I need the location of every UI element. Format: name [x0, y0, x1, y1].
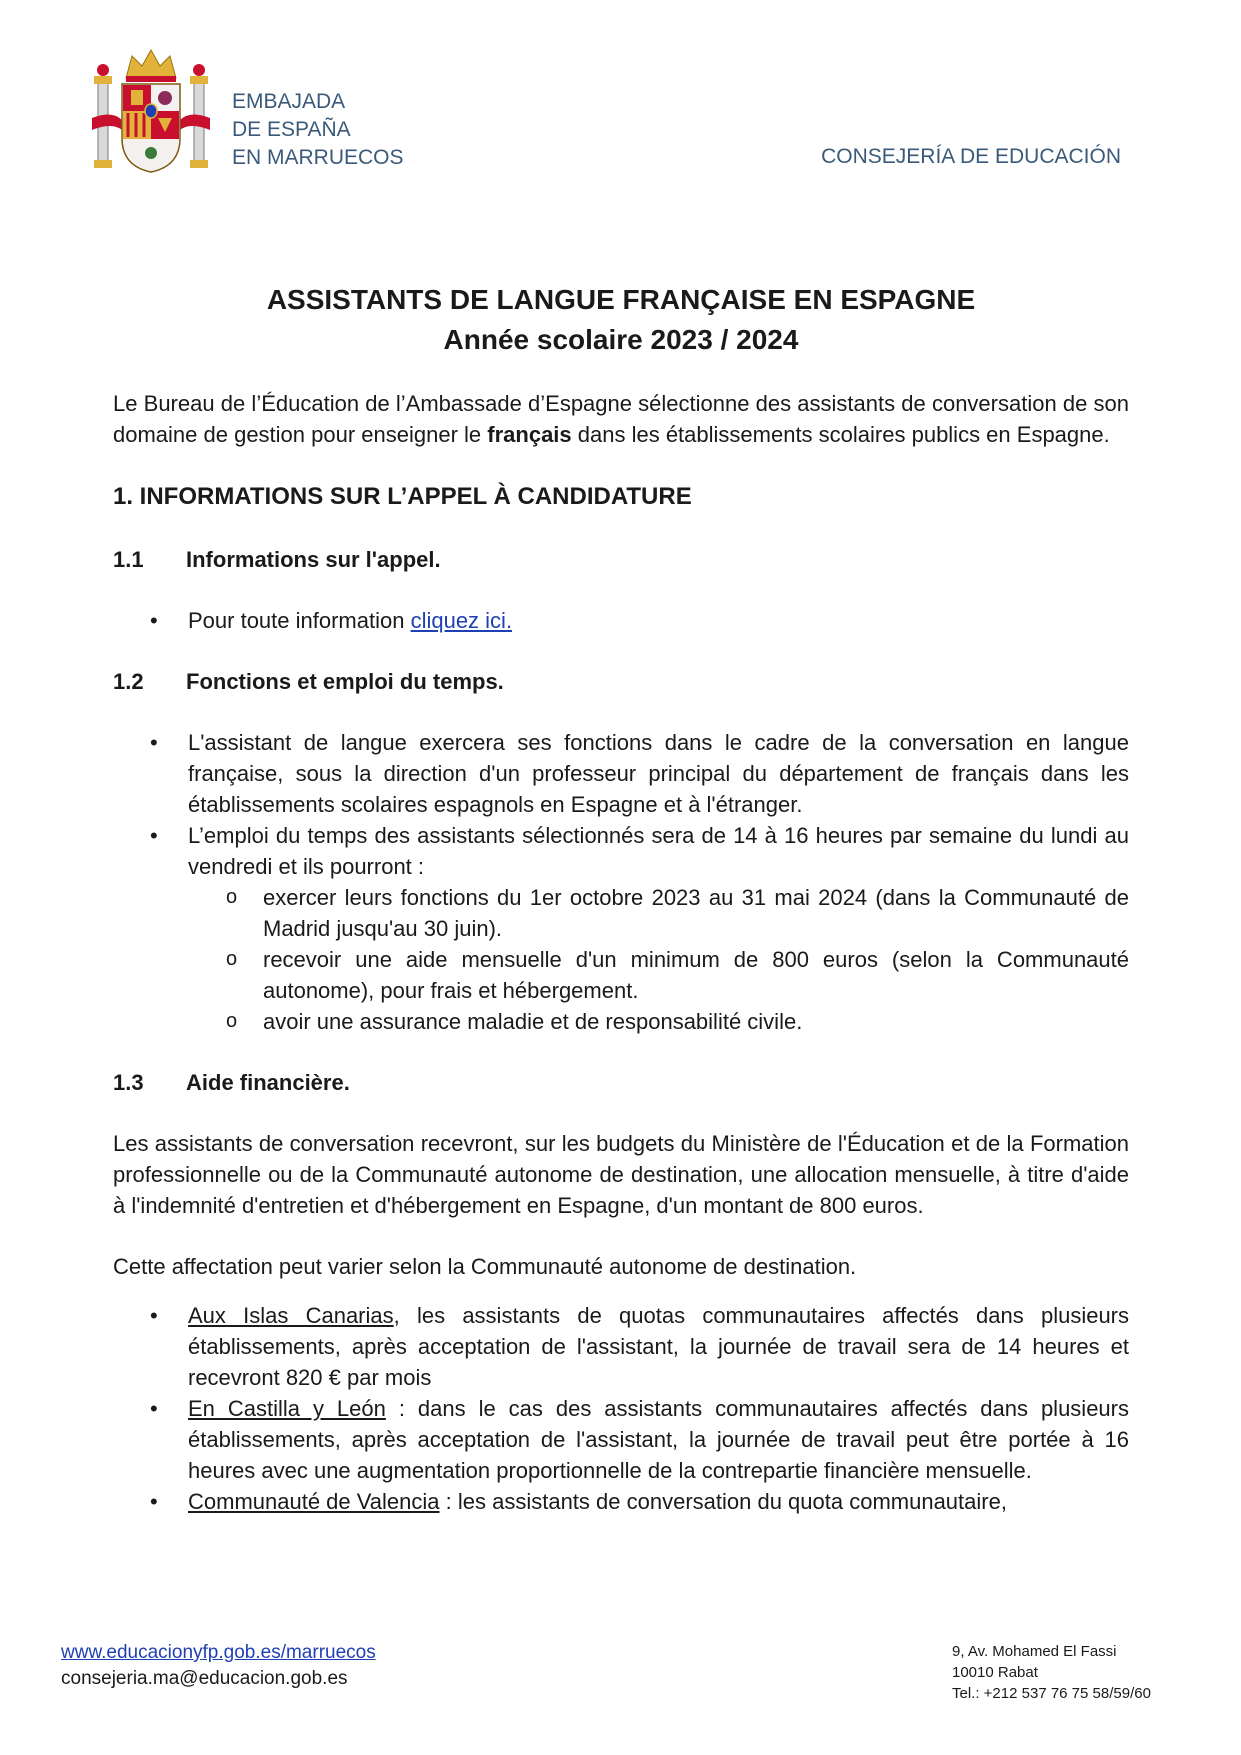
intro-text-1: Le Bureau de l’Éducation de l’Ambassade d’Espagne sélectionne des assistants de conversation de son domaine de gestion pour enseigner le: [113, 391, 1129, 447]
intro-bold-word: français: [487, 422, 572, 447]
section-1-2-heading: [113, 666, 1129, 697]
region-text: : dans le cas des assistants communautaires affectés dans plusieurs établissements, après acceptation de l'assistant, la journée de travail peut être portée à 16 heures avec une augmentation proportionnelle de la contrepartie financière mensuelle.: [188, 1396, 1129, 1483]
embassy-line-1: EMBAJADA: [232, 90, 346, 113]
schedule-bullet-text: L’emploi du temps des assistants sélectionnés sera de 14 à 16 heures par semaine du lundi au vendredi et ils pourront :: [188, 823, 1129, 879]
list-item: • L'assistant de langue exercera ses fonctions dans le cadre de la conversation en langue française, sous la direction d'un professeur principal du département de français dans les établissements scolaires espagnols en Espagne et à l'étranger.: [113, 727, 1129, 820]
region-text: , les assistants de quotas communautaires affectés dans plusieurs établissements, après acceptation de l'assistant, la journée de travail sera de 14 heures et recevront 820 € par mois: [188, 1303, 1130, 1390]
financial-paragraph-1: Les assistants de conversation recevront, sur les budgets du Ministère de l'Éducation et de la Formation professionnelle ou de la Communauté autonome de destination, une allocation mensuelle, à titre d'aide à l'indemnité d'entretien et d'hébergement en Espagne, d'un montant de 800 euros.: [113, 1131, 1129, 1218]
website-link[interactable]: www.educacionyfp.gob.es/marruecos: [61, 1642, 376, 1663]
sub-list-item: o exercer leurs fonctions du 1er octobre 2023 au 31 mai 2024 (dans la Communauté de Madrid jusqu'au 30 juin).: [188, 882, 1129, 944]
coat-of-arms-logo: [92, 48, 210, 174]
list-item: [113, 1486, 1129, 1517]
schedule-sublist: [188, 882, 1129, 1037]
document-body: [113, 280, 1129, 1517]
financial-paragraph-2: Cette affectation peut varier selon la Communauté autonome de destination.: [113, 1254, 857, 1279]
info-bullet-text: Pour toute information: [188, 608, 411, 633]
section-1-1-heading: [113, 544, 1129, 575]
cliquez-ici-link[interactable]: cliquez ici.: [410, 608, 513, 633]
footer-email: consejeria.ma@educacion.gob.es: [61, 1668, 348, 1689]
phone-number: Tel.: +212 537 76 75 58/59/60: [952, 1685, 1151, 1702]
footer-address: [952, 1641, 1151, 1704]
region-name: Communauté de Valencia: [188, 1489, 440, 1514]
intro-paragraph: [113, 388, 1129, 450]
title-line-1: ASSISTANTS DE LANGUE FRANÇAISE EN ESPAGNE: [266, 284, 976, 315]
region-name: En Castilla y León: [188, 1396, 386, 1421]
embassy-name: [232, 88, 404, 172]
region-name: Aux Islas Canarias: [188, 1303, 394, 1328]
list-item: [113, 605, 1129, 636]
section-1-2-title: Fonctions et emploi du temps.: [186, 669, 504, 694]
footer-contact: [61, 1640, 376, 1692]
section-1-1-title: Informations sur l'appel.: [186, 547, 441, 572]
section-1-heading: 1. INFORMATIONS SUR L’APPEL À CANDIDATURE: [113, 483, 692, 510]
sub-list-item: o avoir une assurance maladie et de responsabilité civile.: [188, 1006, 1129, 1037]
section-1-3-title: Aide financière.: [186, 1070, 350, 1095]
title-line-2: Année scolaire 2023 / 2024: [443, 324, 799, 355]
section-1-3-list: [113, 1300, 1129, 1517]
section-1-1-number: 1.1: [113, 547, 144, 572]
sub-list-item: o recevoir une aide mensuelle d'un minimum de 800 euros (selon la Communauté autonome), pour frais et hébergement.: [188, 944, 1129, 1006]
section-1-1-list: [113, 605, 1129, 636]
document-title: [113, 280, 1129, 360]
section-1-3-heading: [113, 1067, 1129, 1098]
address-line-1: 9, Av. Mohamed El Fassi: [952, 1643, 1117, 1660]
embassy-line-2: DE ESPAÑA: [232, 118, 351, 141]
list-item: [113, 820, 1129, 1037]
section-1-2-number: 1.2: [113, 669, 144, 694]
embassy-line-3: EN MARRUECOS: [232, 146, 404, 169]
intro-text-2: dans les établissements scolaires publics en Espagne.: [571, 422, 1110, 447]
address-line-2: 10010 Rabat: [952, 1664, 1038, 1681]
section-1-2-list: [113, 727, 1129, 1037]
region-text: : les assistants de conversation du quota communautaire,: [439, 1489, 1007, 1514]
list-item: [113, 1300, 1129, 1393]
section-1-3-number: 1.3: [113, 1070, 144, 1095]
consejeria-label: CONSEJERÍA DE EDUCACIÓN: [821, 145, 1121, 168]
list-item: [113, 1393, 1129, 1486]
